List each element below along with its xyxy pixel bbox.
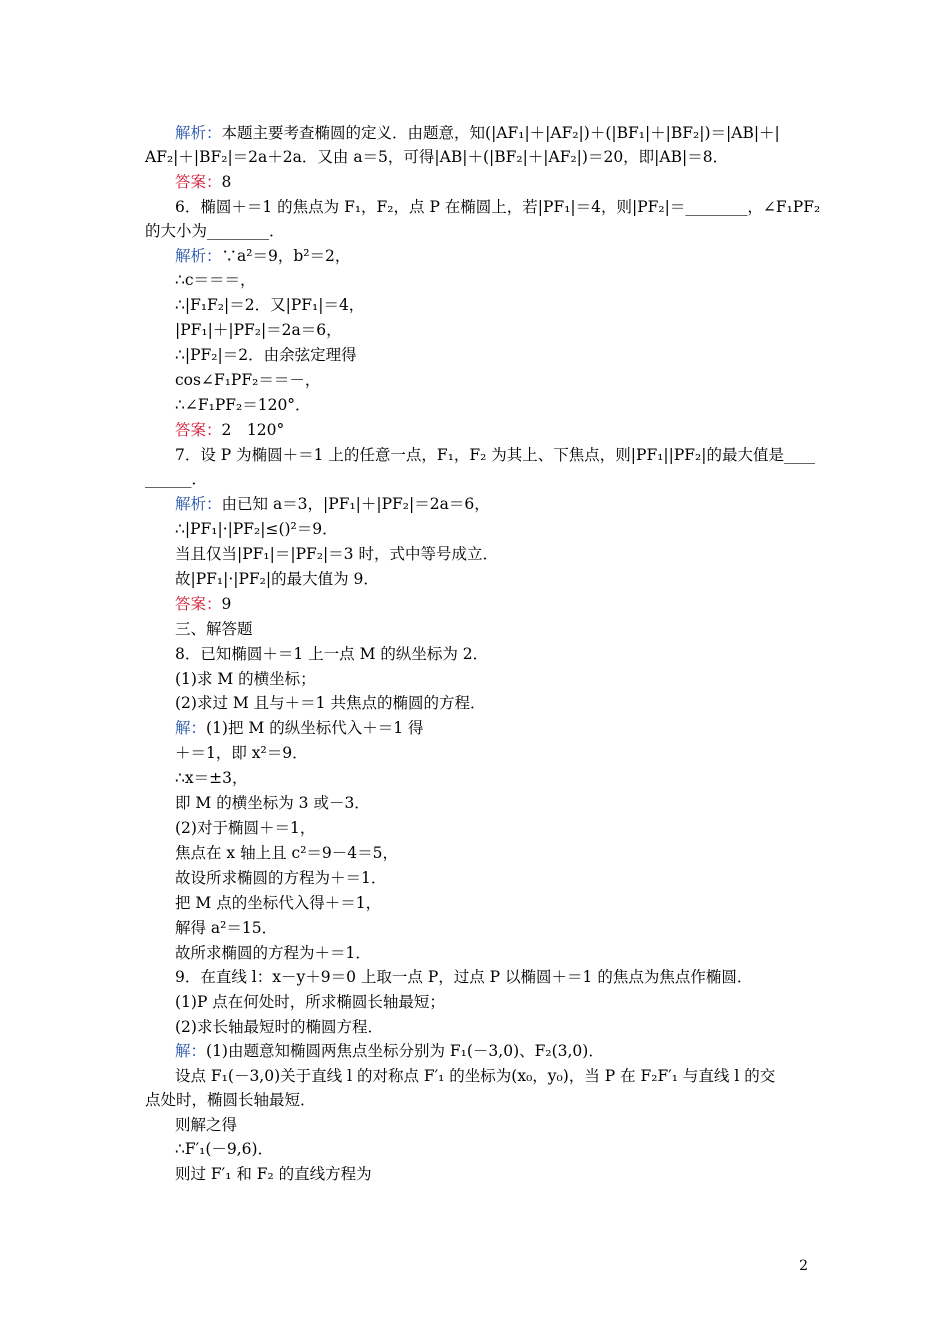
text-line — [175, 843, 807, 863]
text-line — [175, 992, 807, 1012]
line-text: (2)对于椭圆＋＝1， — [175, 819, 316, 837]
text-line — [175, 519, 807, 539]
text-line — [175, 123, 807, 143]
text-line — [175, 197, 821, 217]
line-text: AF₂|＋|BF₂|＝2a＋2a．又由 a＝5，可得|AB|＋(|BF₂|＋|AF₂|)＝20，即|AB|＝8． — [145, 148, 729, 166]
text-line — [175, 270, 807, 290]
text-line — [175, 1066, 807, 1086]
line-text: 则过 F′₁ 和 F₂ 的直线方程为 — [175, 1165, 372, 1183]
line-text: 点处时，椭圆长轴最短． — [145, 1091, 316, 1109]
line-text: 把 M 点的坐标代入得＋＝1， — [175, 894, 382, 912]
text-line — [175, 544, 807, 564]
text-line — [175, 818, 807, 838]
line-label: 解： — [175, 719, 207, 737]
line-text: 设点 F₁(－3,0)关于直线 l 的对称点 F′₁ 的坐标为(x₀，y₀)，当 P 在 F₂F′₁ 与直线 l 的交 — [175, 1067, 776, 1085]
line-text: 6．椭圆＋＝1 的焦点为 F₁，F₂，点 P 在椭圆上，若|PF₁|＝4，则|PF₂|＝________，∠F₁PF₂ — [175, 198, 821, 216]
text-line — [175, 370, 807, 390]
line-text: ∴∠F₁PF₂＝120°． — [175, 396, 311, 414]
line-text: (1)把 M 的纵坐标代入＋＝1 得 — [206, 719, 424, 737]
line-text: |PF₁|＋|PF₂|＝2a＝6， — [175, 321, 342, 339]
line-text: 故|PF₁|·|PF₂|的最大值为 9． — [175, 570, 379, 588]
line-text: 即 M 的横坐标为 3 或－3． — [175, 794, 370, 812]
text-line — [175, 793, 807, 813]
line-text: 2 120° — [221, 421, 285, 439]
text-line — [145, 469, 807, 489]
text-line — [175, 594, 807, 614]
text-line — [175, 1164, 807, 1184]
line-text: 9 — [221, 595, 232, 613]
line-text: ∴|F₁F₂|＝2．又|PF₁|＝4， — [175, 296, 365, 314]
text-line — [175, 1115, 807, 1135]
line-text: ∵a²＝9，b²＝2， — [221, 247, 351, 265]
page-number: 2 — [799, 1258, 808, 1274]
line-text: ∴F′₁(－9,6)． — [175, 1140, 274, 1158]
text-line — [175, 893, 807, 913]
line-text: ∴c＝＝＝， — [175, 271, 256, 289]
text-line — [175, 743, 807, 763]
line-label: 解析： — [175, 124, 222, 142]
line-label: 答案： — [175, 421, 222, 439]
line-text: ∴|PF₂|＝2．由余弦定理得 — [175, 346, 357, 364]
line-text: 本题主要考查椭圆的定义．由题意，知(|AF₁|＋|AF₂|)＋(|BF₁|＋|BF₂|)＝|AB|＋| — [221, 124, 780, 142]
line-text: 故所求椭圆的方程为＋＝1． — [175, 944, 371, 962]
line-text: 故设所求椭圆的方程为＋＝1． — [175, 869, 387, 887]
text-line — [175, 943, 807, 963]
text-line — [175, 669, 807, 689]
line-text: 则解之得 — [175, 1116, 238, 1134]
line-label: 解析： — [175, 247, 222, 265]
text-line — [145, 221, 807, 241]
line-text: 8．已知椭圆＋＝1 上一点 M 的纵坐标为 2． — [175, 645, 489, 663]
text-line — [175, 420, 807, 440]
text-line — [175, 345, 807, 365]
line-label: 答案： — [175, 173, 222, 191]
text-line — [175, 1017, 807, 1037]
text-line — [175, 494, 807, 514]
line-text: (1)由题意知椭圆两焦点坐标分别为 F₁(－3,0)、F₂(3,0)． — [206, 1042, 604, 1060]
text-line — [175, 172, 807, 192]
text-line — [175, 1041, 807, 1061]
line-text: 解得 a²＝15． — [175, 919, 278, 937]
line-label: 答案： — [175, 595, 222, 613]
line-text: 焦点在 x 轴上且 c²＝9－4＝5， — [175, 844, 399, 862]
line-text: ______． — [145, 470, 208, 488]
line-text: (2)求长轴最短时的椭圆方程． — [175, 1018, 383, 1036]
text-line — [175, 395, 807, 415]
line-text: 9．在直线 l：x－y＋9＝0 上取一点 P，过点 P 以椭圆＋＝1 的焦点为焦点作椭圆． — [175, 968, 753, 986]
line-text: (1)P 点在何处时，所求椭圆长轴最短； — [175, 993, 445, 1011]
text-line — [175, 768, 807, 788]
line-label: 解： — [175, 1042, 207, 1060]
text-line — [175, 295, 807, 315]
text-line — [175, 320, 807, 340]
text-line — [175, 569, 807, 589]
line-text: (2)求过 M 且与＋＝1 共焦点的椭圆的方程． — [175, 694, 486, 712]
line-text: 8 — [221, 173, 232, 191]
line-text: 7．设 P 为椭圆＋＝1 上的任意一点，F₁，F₂ 为其上、下焦点，则|PF₁||PF₂|的最大值是____ — [175, 446, 815, 464]
text-line — [175, 967, 807, 987]
text-line — [145, 1090, 807, 1110]
line-text: 当且仅当|PF₁|＝|PF₂|＝3 时，式中等号成立． — [175, 545, 498, 563]
text-line — [175, 246, 807, 266]
text-line — [175, 918, 807, 938]
line-label: 解析： — [175, 495, 222, 513]
line-text: (1)求 M 的横坐标； — [175, 670, 316, 688]
line-text: cos∠F₁PF₂＝＝－， — [175, 371, 321, 389]
line-text: ∴|PF₁|·|PF₂|≤()²＝9． — [175, 520, 338, 538]
line-text: 由已知 a＝3，|PF₁|＋|PF₂|＝2a＝6， — [221, 495, 490, 513]
text-line — [175, 868, 807, 888]
text-line — [175, 693, 807, 713]
line-text: 三、解答题 — [175, 620, 253, 638]
text-line — [145, 147, 807, 167]
text-line — [175, 718, 807, 738]
text-line — [175, 1139, 807, 1159]
text-line — [175, 619, 807, 639]
line-text: 的大小为________． — [145, 222, 285, 240]
line-text: ＋＝1，即 x²＝9． — [175, 744, 308, 762]
text-line — [175, 445, 815, 465]
line-text: ∴x＝±3， — [175, 769, 248, 787]
text-line — [175, 644, 807, 664]
